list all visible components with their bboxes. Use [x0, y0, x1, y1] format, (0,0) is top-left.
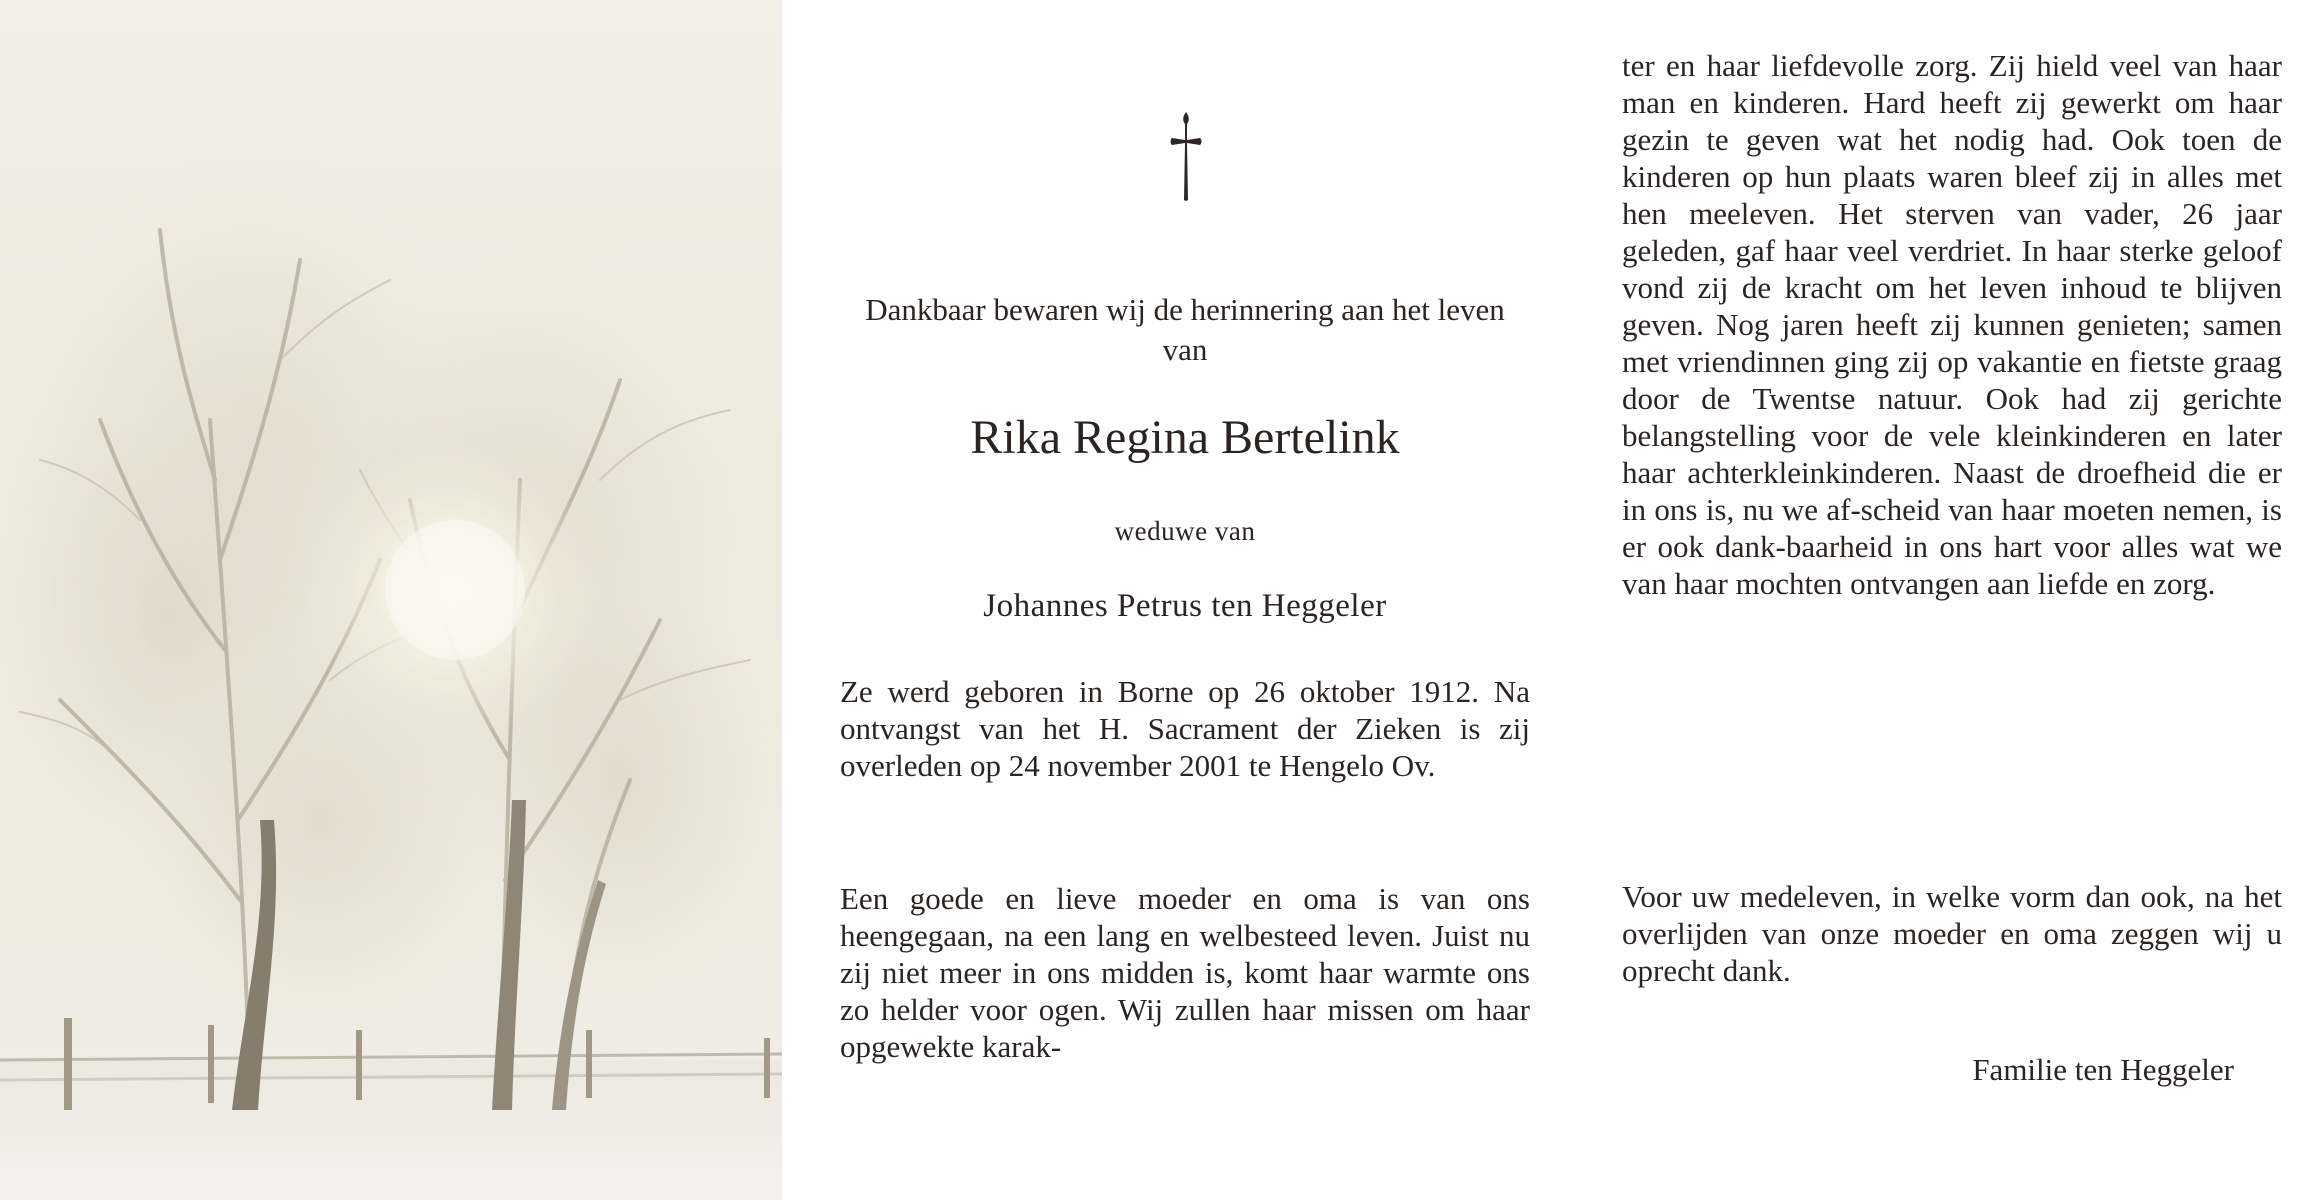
card-right-column [1622, 0, 2282, 1200]
widow-of-label: weduwe van [1114, 516, 1256, 546]
cross-icon [1166, 110, 1206, 202]
thanks-paragraph: Voor uw medeleven, in welke vorm dan ook, na het overlijden van onze moeder en oma zeggen wij u oprecht dank. [1622, 879, 2282, 988]
family-signature: Familie ten Heggeler [1972, 1052, 2234, 1087]
winter-trees-in-fog-image [0, 0, 782, 1200]
winter-trees-photo [0, 0, 782, 1200]
intro-text: Dankbaar bewaren wij de herinnering aan het leven van [865, 292, 1505, 367]
birth-death-paragraph: Ze werd geboren in Borne op 26 oktober 1912. Na ontvangst van het H. Sacrament der Zieken is zij overleden op 24 november 2001 te Hengelo Ov. [840, 674, 1530, 783]
deceased-name: Rika Regina Bertelink [970, 411, 1400, 464]
tribute-continued-paragraph: ter en haar liefdevolle zorg. Zij hield veel van haar man en kinderen. Hard heeft zij gewerkt om haar gezin te geven wat het nodig had. Ook toen de kinderen op hun plaats waren bleef zij in alles met hen meeleven. Het sterven van vader, 26 jaar geleden, gaf haar veel verdriet. In haar sterke geloof vond zij de kracht om het leven inhoud te blijven geven. Nog jaren heeft zij kunnen genieten; samen met vriendinnen ging zij op vakantie en fietste graag door de Twentse natuur. Ook had zij gerichte belangstelling voor de vele kleinkinderen en later haar achterkleinkinderen. Naast de droefheid die er in ons is, nu we af-scheid van haar moeten nemen, is er ook dank-baarheid in ons hart voor alles wat we van haar mochten ontvangen aan liefde en zorg. [1622, 48, 2282, 601]
spouse-name: Johannes Petrus ten Heggeler [983, 588, 1387, 624]
card-left-column [840, 0, 1530, 1200]
tribute-paragraph: Een goede en lieve moeder en oma is van ons heengegaan, na een lang en welbesteed leven. Juist nu zij niet meer in ons midden is, komt haar warmte ons zo helder voor ogen. Wij zullen haar missen om haar opgewekte karak- [840, 881, 1530, 1064]
